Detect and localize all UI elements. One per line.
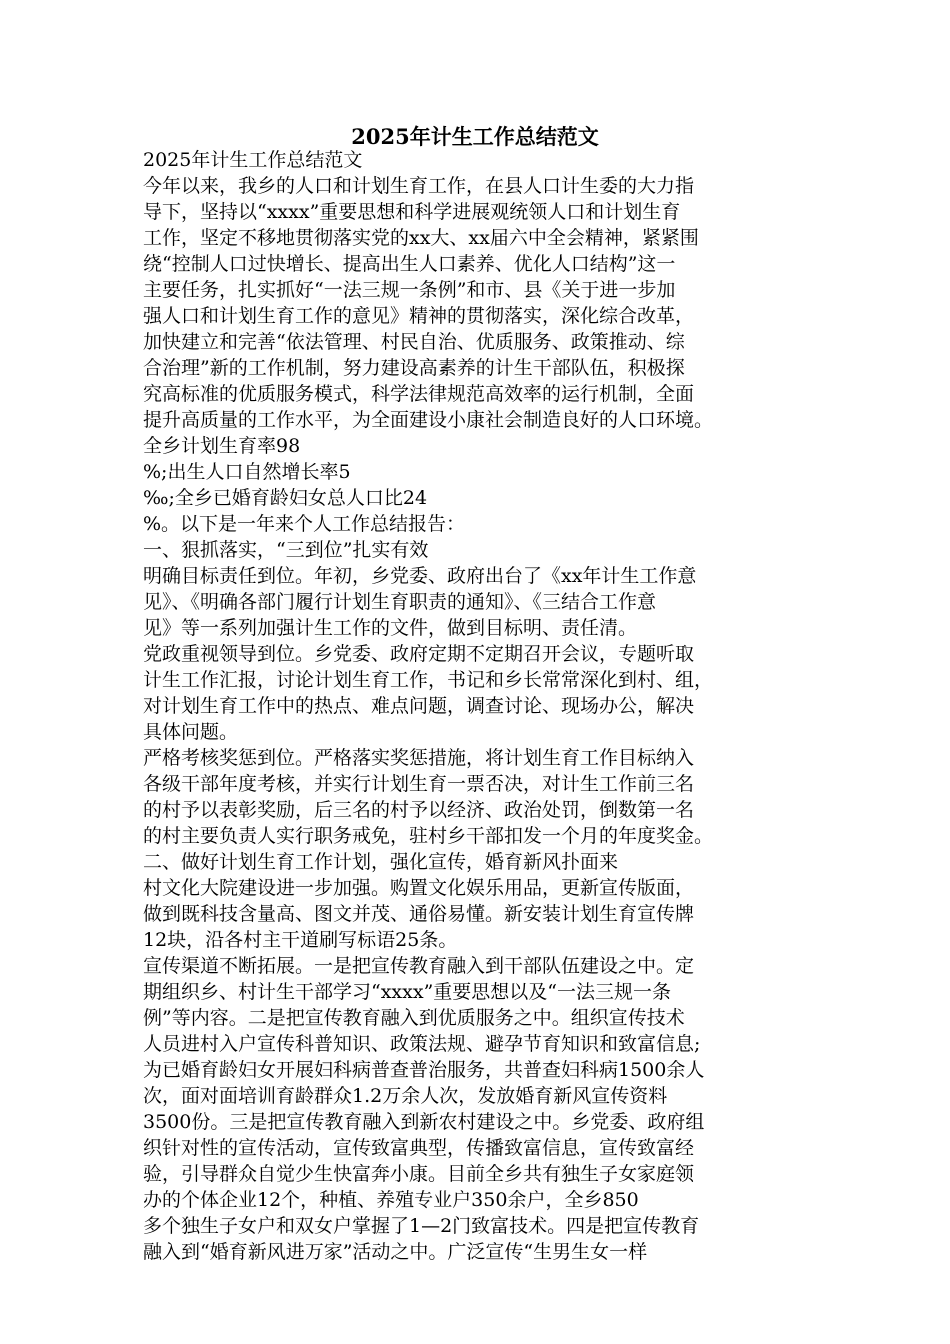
document-title: 2025年计生工作总结范文 xyxy=(351,124,599,149)
body-line: 融入到“婚育新风进万家”活动之中。广泛宣传“生男生女一样 xyxy=(143,1241,648,1263)
body-line: 党政重视领导到位。乡党委、政府定期不定期召开会议，专题听取 xyxy=(143,643,695,665)
body-line: 具体问题。 xyxy=(143,721,239,743)
body-line: 见》、《明确各部门履行计划生育职责的通知》、《三结合工作意 xyxy=(143,591,657,613)
body-line: 主要任务，扎实抓好“一法三规一条例”和市、县《关于进一步加 xyxy=(143,279,676,301)
body-line: 宣传渠道不断拓展。一是把宣传教育融入到干部队伍建设之中。定 xyxy=(143,955,695,977)
body-line: 3500份。三是把宣传教育融入到新农村建设之中。乡党委、政府组 xyxy=(143,1111,705,1133)
body-line: 严格考核奖惩到位。严格落实奖惩措施，将计划生育工作目标纳入 xyxy=(143,747,695,769)
body-line: 导下，坚持以“xxxx”重要思想和科学进展观统领人口和计划生育 xyxy=(143,201,681,223)
body-line: 对计划生育工作中的热点、难点问题，调查讨论、现场办公，解决 xyxy=(143,695,695,717)
body-line: 12块，沿各村主干道刷写标语25条。 xyxy=(143,929,458,951)
document-body xyxy=(143,147,815,1265)
body-line: 见》等一系列加强计生工作的文件，做到目标明、责任清。 xyxy=(143,617,638,639)
body-line: 做到既科技含量高、图文并茂、通俗易懂。新安装计划生育宣传牌 xyxy=(143,903,695,925)
body-line: %;出生人口自然增长率5 xyxy=(143,461,351,483)
body-line: 计生工作汇报，讨论计划生育工作，书记和乡长常常深化到村、组， xyxy=(143,669,714,691)
body-line: 办的个体企业12个，种植、养殖专业户350余户，全乡850 xyxy=(143,1189,639,1211)
body-line: 今年以来，我乡的人口和计划生育工作，在县人口计生委的大力指 xyxy=(143,175,695,197)
body-line: 的村予以表彰奖励，后三名的村予以经济、政治处罚，倒数第一名 xyxy=(143,799,695,821)
body-line: %。以下是一年来个人工作总结报告： xyxy=(143,513,466,535)
body-line: 期组织乡、村计生干部学习“xxxx”重要思想以及“一法三规一条 xyxy=(143,981,672,1003)
body-line: 一、狠抓落实，“三到位”扎实有效 xyxy=(143,539,429,561)
body-line: 为已婚育龄妇女开展妇科病普查普治服务，共普查妇科病1500余人 xyxy=(143,1059,705,1081)
body-line: 二、做好计划生育工作计划，强化宣传，婚育新风扑面来 xyxy=(143,851,619,873)
body-line: 例”等内容。二是把宣传教育融入到优质服务之中。组织宣传技术 xyxy=(143,1007,685,1029)
body-line: 全乡计划生育率98 xyxy=(143,435,301,457)
body-line: 合治理”新的工作机制，努力建设高素养的计生干部队伍，积极探 xyxy=(143,357,685,379)
body-line: 验，引导群众自觉少生快富奔小康。目前全乡共有独生子女家庭领 xyxy=(143,1163,695,1185)
body-line: 多个独生子女户和双女户掌握了1—2门致富技术。四是把宣传教育 xyxy=(143,1215,700,1237)
body-line: ‰;全乡已婚育龄妇女总人口比24 xyxy=(143,487,428,509)
body-line: 人员进村入户宣传科普知识、政策法规、避孕节育知识和致富信息; xyxy=(143,1033,701,1055)
body-line: 各级干部年度考核，并实行计划生育一票否决，对计生工作前三名 xyxy=(143,773,695,795)
body-line: 绕“控制人口过快增长、提高出生人口素养、优化人口结构”这一 xyxy=(143,253,676,275)
body-line: 2025年计生工作总结范文 xyxy=(143,149,363,171)
body-line: 村文化大院建设进一步加强。购置文化娱乐用品，更新宣传版面， xyxy=(143,877,695,899)
body-line: 提升高质量的工作水平，为全面建设小康社会制造良好的人口环境。 xyxy=(143,409,714,431)
body-line: 究高标准的优质服务模式，科学法律规范高效率的运行机制，全面 xyxy=(143,383,695,405)
body-line: 工作，坚定不移地贯彻落实党的xx大、xx届六中全会精神，紧紧围 xyxy=(143,227,699,249)
body-line: 加快建立和完善“依法管理、村民自治、优质服务、政策推动、综 xyxy=(143,331,685,353)
body-line: 强人口和计划生育工作的意见》精神的贯彻落实，深化综合改革， xyxy=(143,305,695,327)
body-line: 次，面对面培训育龄群众1.2万余人次，发放婚育新风宣传资料 xyxy=(143,1085,668,1107)
body-line: 明确目标责任到位。年初，乡党委、政府出台了《xx年计生工作意 xyxy=(143,565,697,587)
body-line: 的村主要负责人实行职务戒免，驻村乡干部扣发一个月的年度奖金。 xyxy=(143,825,714,847)
body-line: 织针对性的宣传活动，宣传致富典型，传播致富信息，宣传致富经 xyxy=(143,1137,695,1159)
